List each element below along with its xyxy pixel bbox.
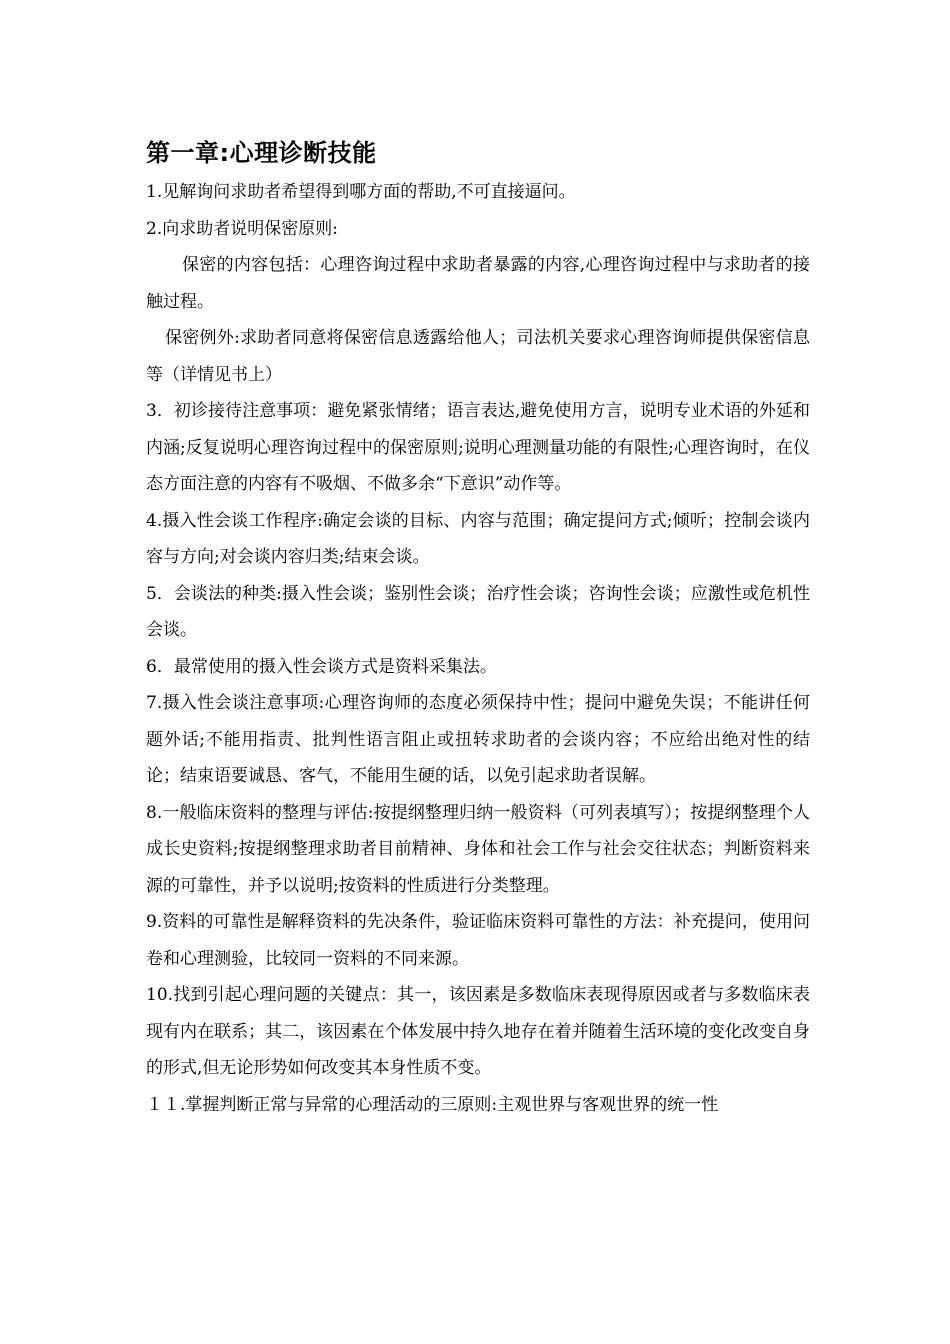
- paragraph-confidential-exceptions: 保密例外:求助者同意将保密信息透露给他人；司法机关要求心理咨询师提供保密信息等（详情见书上）: [146, 328, 810, 385]
- paragraph-1: 1.见解询问求助者希望得到哪方面的帮助,不可直接逼问。: [146, 182, 576, 202]
- paragraph-4: 4.摄入性会谈工作程序:确定会谈的目标、内容与范围；确定提问方式;倾听；控制会谈内容与方向;对会谈内容归类;结束会谈。: [146, 510, 810, 567]
- paragraph-2: 2.向求助者说明保密原则:: [146, 218, 338, 239]
- paragraph-confidential-content: 保密的内容包括：心理咨询过程中求助者暴露的内容,心理咨询过程中与求助者的接触过程。: [146, 255, 810, 312]
- paragraph-11: １１.掌握判断正常与异常的心理活动的三原则:主观世界与客观世界的统一性: [146, 1094, 719, 1115]
- paragraph-10: 10.找到引起心理问题的关键点：其一，该因素是多数临床表现得原因或者与多数临床表现有内在联系；其二，该因素在个体发展中持久地存在着并随着生活环境的变化改变自身的形式,但无论形势如何改变其本身性质不变。: [146, 985, 810, 1078]
- chapter-title: 第一章:心理诊断技能: [146, 139, 377, 167]
- paragraph-8: 8.一般临床资料的整理与评估:按提纲整理归纳一般资料（可列表填写）；按提纲整理个人成长史资料;按提纲整理求助者目前精神、身体和社会工作与社会交往状态；判断资料来源的可靠性，并予以说明;按资料的性质进行分类整理。: [146, 802, 810, 896]
- paragraph-3: 3．初诊接待注意事项：避免紧张情绪；语言表达,避免使用方言，说明专业术语的外延和内涵;反复说明心理咨询过程中的保密原则;说明心理测量功能的有限性;心理咨询时，在仪态方面注意的内容有不吸烟、不做多余“下意识”动作等。: [146, 401, 810, 494]
- paragraph-7: 7.摄入性会谈注意事项:心理咨询师的态度必须保持中性；提问中避免失误；不能讲任何题外话;不能用指责、批判性语言阻止或扭转求助者的会谈内容；不应给出绝对性的结论；结束语要诚恳、客气，不能用生硬的话，以免引起求助者误解。: [146, 693, 810, 786]
- paragraph-9: 9.资料的可靠性是解释资料的先决条件，验证临床资料可靠性的方法：补充提问，使用问卷和心理测验，比较同一资料的不同来源。: [146, 912, 810, 969]
- paragraph-6: 6．最常使用的摄入性会谈方式是资料采集法。: [146, 656, 497, 677]
- document-body: [146, 136, 810, 1123]
- paragraph-5: 5．会谈法的种类:摄入性会谈；鉴别性会谈；治疗性会谈；咨询性会谈；应激性或危机性会谈。: [146, 583, 810, 640]
